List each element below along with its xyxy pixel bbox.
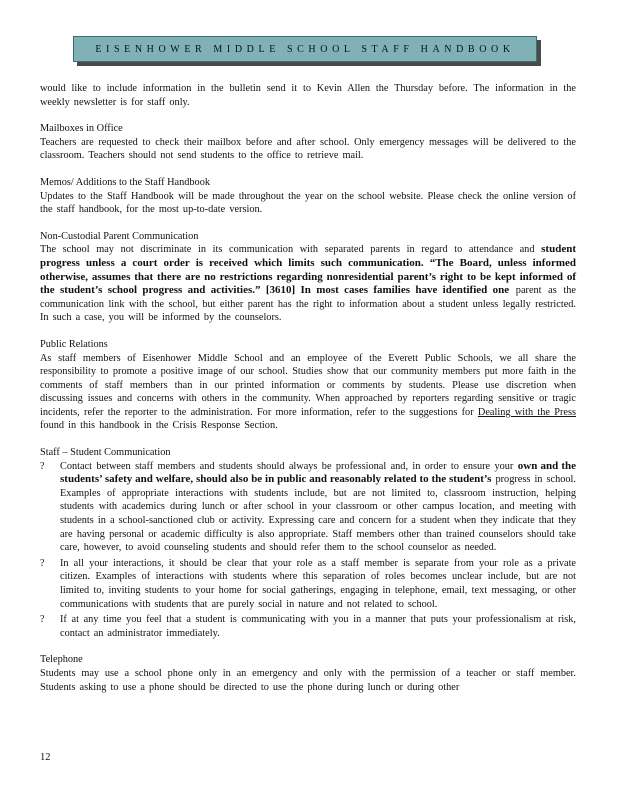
mailboxes-paragraph: Teachers are requested to check their mailbox before and after school. Only emergency messages will be delivered to the classroom. Teachers should not send students to the office to retrieve mail.: [40, 136, 576, 162]
list-item: [40, 613, 576, 640]
staff-student-list: [40, 460, 576, 641]
telephone-heading: Telephone: [40, 654, 83, 666]
staff-student-heading: Staff – Student Communication: [40, 447, 171, 459]
noncustodial-text-start: The school may not discriminate in its communication with separated parents in regard to attendance and: [40, 244, 535, 256]
running-header: [73, 36, 541, 66]
mailboxes-section: [40, 122, 576, 163]
public-relations-section: [40, 338, 576, 433]
bullet-icon: ?: [40, 557, 45, 569]
memos-section: [40, 176, 576, 217]
public-relations-paragraph: [40, 352, 576, 434]
page-number: 12: [40, 752, 51, 763]
staff-student-section: [40, 446, 576, 640]
telephone-paragraph: Students may use a school phone only in an emergency and only with the permission of a teacher or staff member. Students asking to use a phone should be directed to use the phone during lunch or during other: [40, 667, 576, 693]
intro-paragraph: would like to include information in the bulletin send it to Kevin Allen the Thursday before. The information in the weekly newsletter is for staff only.: [40, 83, 576, 108]
memos-paragraph: Updates to the Staff Handbook will be made throughout the year on the school website. Please check the online version of the staff handbook, for the most up-to-date version.: [40, 190, 576, 216]
public-relations-text-start: As staff members of Eisenhower Middle School and an employee of the Everett Public Schools, we all share the responsibility to promote a positive image of our school. Studies show that our community members put more faith in the comments of staff members than in our printed information or comments by students. Please use discretion when discussing issues and concerns with others in the community. When approached by reporters regarding sensitive or tragic incidents, refer the reporter to the administration. For more information, refer to the suggestions for: [40, 352, 576, 418]
list-item: [40, 460, 576, 555]
intro-section: [40, 82, 576, 109]
noncustodial-paragraph: [40, 243, 576, 325]
telephone-section: [40, 653, 576, 694]
list-item: [40, 557, 576, 611]
page-body: [40, 82, 576, 707]
bullet-icon: ?: [40, 614, 45, 626]
noncustodial-heading: Non-Custodial Parent Communication: [40, 230, 199, 242]
bullet-bold-text: own and the students’ safety and welfare, should also be in public and reasonably related to the student’s: [60, 459, 576, 486]
bullet-text: In all your interactions, it should be clear that your role as a staff member is separate from your role as a private citizen. Examples of interactions with students where this separation of roles becomes unclear include, but are not limited to, inviting students to your home for social gatherings, engaging in telephone, email, text messaging, or other communications with students that are purely social in nature and not related to school.: [60, 557, 576, 610]
noncustodial-bold-text: student progress unless a court order is received which limits such communication. “The Board, unless informed otherwise, assumes that there are no restrictions regarding nonresidential parent’s right to be kept informed of the student’s school progress and activities.” [3610] In most cases families have identified one: [40, 243, 576, 297]
dealing-with-press-link[interactable]: Dealing with the Press: [477, 406, 576, 418]
bullet-icon: ?: [40, 460, 45, 472]
bullet-text-end: progress in school. Examples of appropriate interactions with students include, but are not limited to, classroom instruction, helping students with academics during lunch or after school in your classroom or other campus location, and meeting with students in a school-sanctioned club or activity. Expressing care and concern for a student when they indicate that they are having personal or academic difficulty is also appropriate. Staff members other than trained counselors should take care, however, to avoid counseling students and should refer them to the school counselor as needed.: [60, 474, 576, 554]
memos-heading: Memos/ Additions to the Staff Handbook: [40, 176, 210, 188]
bullet-text-start: Contact between staff members and students should always be professional and, in order to ensure your: [60, 460, 514, 472]
bullet-text: If at any time you feel that a student is communicating with you in a manner that puts your professionalism at risk, contact an administrator immediately.: [60, 614, 576, 639]
noncustodial-text-end: parent as the communication link with the school, but either parent has the right to information about a student unless legally restricted. In such a case, you will be informed by the counselors.: [40, 285, 576, 324]
public-relations-text-end: found in this handbook in the Crisis Response Section.: [40, 420, 278, 432]
noncustodial-section: [40, 230, 576, 325]
mailboxes-heading: Mailboxes in Office: [40, 123, 123, 135]
header-title: EISENHOWER MIDDLE SCHOOL STAFF HANDBOOK: [73, 36, 537, 62]
public-relations-heading: Public Relations: [40, 338, 108, 350]
